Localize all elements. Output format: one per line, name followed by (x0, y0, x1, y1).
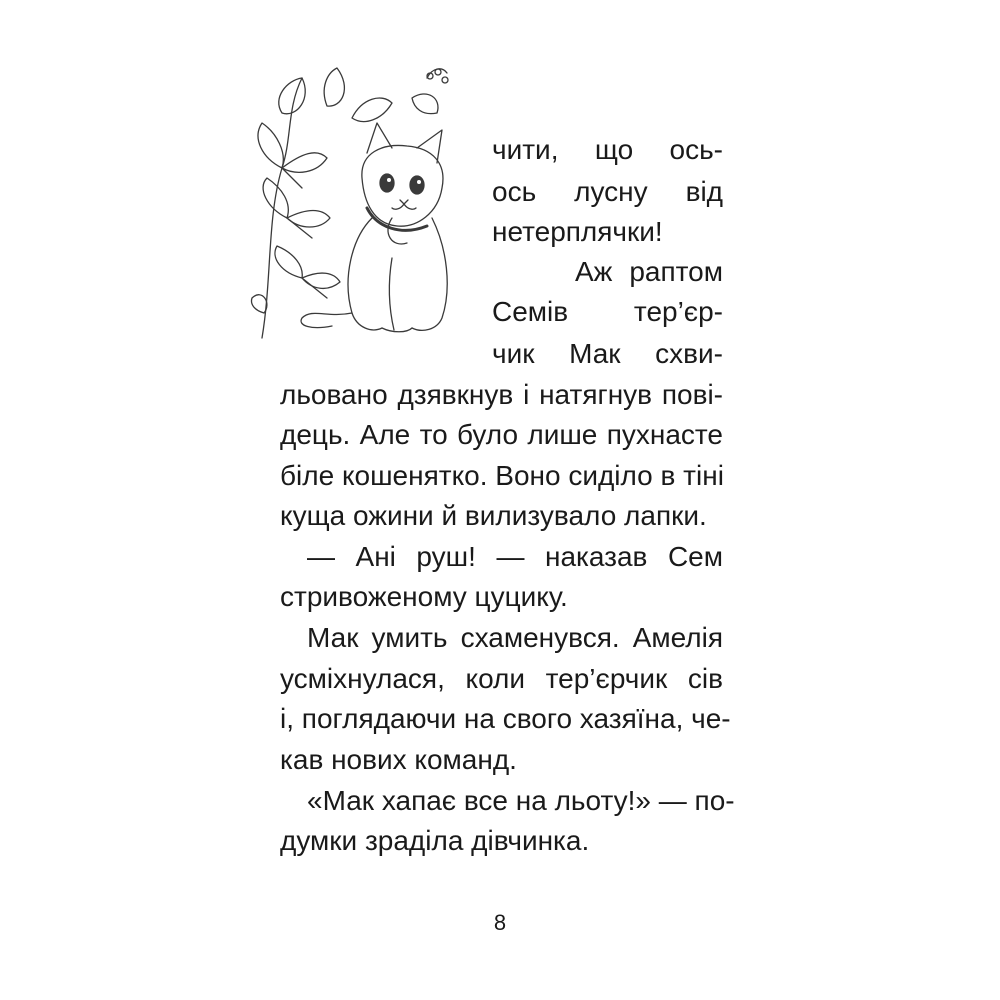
text-line: нетерплячки! (492, 216, 663, 247)
text-line: Семів тер’єр- (492, 296, 723, 327)
text-line: чик Мак схви- (492, 338, 723, 369)
text-line: дець. Але то було лише пухнасте (280, 419, 723, 450)
text-line: Мак умить схаменувся. Амелія (307, 622, 723, 653)
text-line: чити, що ось- (492, 134, 723, 165)
text-line: думки зраділа дівчинка. (280, 825, 590, 856)
text-line: «Мак хапає все на льоту!» — по- (307, 785, 735, 816)
text-line: біле кошенятко. Воно сиділо в тіні (280, 460, 724, 491)
text-line: — Ані руш! — наказав Сем (307, 541, 723, 572)
text-line: і, поглядаючи на свого хазяїна, че- (280, 703, 731, 734)
kitten-illustration-icon (242, 58, 464, 348)
text-line: Аж раптом (575, 256, 723, 287)
text-line: льовано дзявкнув і натягнув пові- (280, 379, 723, 410)
page-number: 8 (493, 910, 507, 935)
text-line: усміхнулася, коли тер’єрчик сів (280, 663, 723, 694)
text-line: кав нових команд. (280, 744, 517, 775)
text-line: куща ожини й вилизувало лапки. (280, 500, 707, 531)
text-line: стривоженому цуцику. (280, 581, 568, 612)
text-line: ось лусну від (492, 176, 723, 207)
